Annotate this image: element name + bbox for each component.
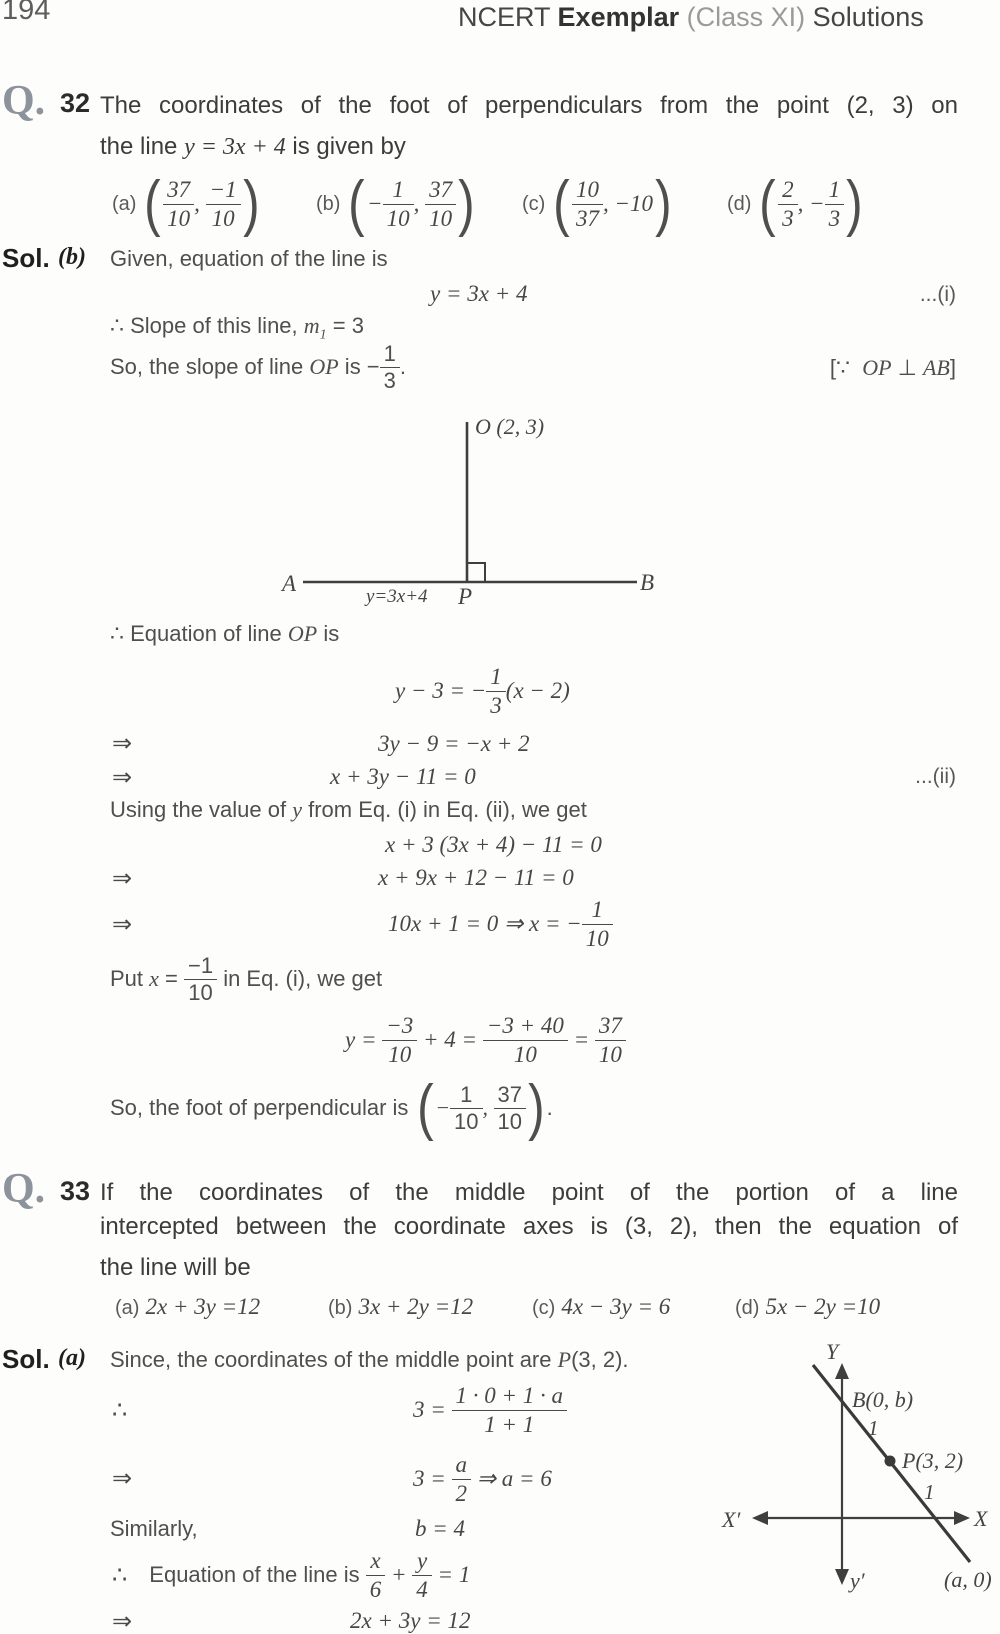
slope-pre: ∴ Slope of this line, bbox=[110, 313, 304, 338]
denominator: 10 bbox=[598, 1041, 622, 1067]
eq-op-intro bbox=[110, 621, 339, 647]
equation-7 bbox=[388, 897, 613, 951]
sol33-marker: Sol. bbox=[2, 1344, 50, 1374]
numerator: 1 bbox=[582, 896, 613, 924]
fraction bbox=[452, 1451, 472, 1506]
eq7-pre: 10x + 1 = 0 ⇒ x = − bbox=[388, 911, 582, 936]
q32-option-b-label: (b) bbox=[316, 192, 341, 215]
numerator: x bbox=[366, 1547, 386, 1575]
equation-ii: x + 3y − 11 = 0 bbox=[330, 764, 476, 789]
eq-op-italic: OP bbox=[287, 621, 318, 646]
because-close: ] bbox=[949, 355, 956, 380]
sol33-equation-2 bbox=[413, 1452, 552, 1506]
denominator: 2 bbox=[455, 1480, 468, 1506]
numerator: 1 bbox=[486, 663, 506, 691]
header-ncert: NCERT bbox=[458, 2, 551, 32]
comma: , bbox=[482, 1095, 494, 1120]
implies-arrow: ⇒ bbox=[112, 1465, 133, 1492]
q32-option-c-label: (c) bbox=[522, 192, 546, 215]
fraction bbox=[412, 1547, 432, 1602]
numerator: −3 + 40 bbox=[483, 1012, 568, 1040]
op-slope-mid: is − bbox=[338, 354, 380, 379]
header-solutions: Solutions bbox=[812, 2, 924, 32]
denominator: 10 bbox=[513, 1041, 537, 1067]
denominator: 6 bbox=[369, 1576, 382, 1602]
using-statement bbox=[110, 797, 587, 823]
fraction bbox=[778, 176, 798, 231]
denominator: 3 bbox=[383, 367, 396, 393]
fraction bbox=[582, 896, 613, 951]
perpendicular-diagram-svg bbox=[270, 390, 680, 612]
fraction bbox=[163, 176, 194, 231]
denominator: 1 + 1 bbox=[484, 1411, 535, 1437]
put-equals: = bbox=[158, 966, 184, 991]
arrow-left-icon bbox=[752, 1511, 768, 1525]
eq-lhs: 3 = bbox=[413, 1397, 452, 1422]
numerator: 1 bbox=[825, 176, 845, 204]
period: . bbox=[399, 354, 407, 379]
fraction bbox=[452, 1382, 568, 1437]
fraction bbox=[572, 176, 603, 231]
numerator: −3 bbox=[382, 1012, 417, 1040]
fraction bbox=[425, 176, 456, 231]
q32-marker: Q. bbox=[2, 78, 46, 124]
equation-ii-tag: ...(ii) bbox=[915, 765, 956, 788]
foot-statement: So, the foot of perpendicular is ( − $\frac{1}{10}$ , $\frac{37}{10}$ ) . bbox=[110, 1073, 553, 1142]
q33-option-c-expr: 4x − 3y = 6 bbox=[561, 1294, 671, 1319]
fraction bbox=[825, 176, 845, 231]
point-P-label: P bbox=[458, 584, 473, 609]
q33-option-b-label: (b) bbox=[328, 1297, 353, 1319]
sol32-letter: (b) bbox=[58, 244, 86, 270]
fraction bbox=[483, 1012, 568, 1067]
q33-text-line1: If the coordinates of the middle point of the portion of a line bbox=[100, 1179, 958, 1206]
sol33-intro-p: P bbox=[557, 1347, 572, 1372]
fraction bbox=[380, 341, 400, 394]
q32-option-d-label: (d) bbox=[727, 192, 752, 215]
op-italic: OP bbox=[309, 354, 339, 379]
implies-arrow: ⇒ bbox=[112, 764, 133, 791]
period: . bbox=[546, 1095, 553, 1120]
denominator: 10 bbox=[167, 205, 191, 231]
numerator: 1 bbox=[450, 1082, 482, 1109]
q32-option-a: (a) ( $\frac{37}{10}$ , $\frac{-1}{10}$ ) bbox=[112, 169, 260, 238]
fraction bbox=[366, 1547, 386, 1602]
q33-text-line3: the line will be bbox=[100, 1254, 251, 1281]
denominator: 10 bbox=[497, 1108, 523, 1134]
arrow-right-icon bbox=[954, 1511, 970, 1525]
denominator: 10 bbox=[188, 979, 213, 1005]
slope-m: m bbox=[303, 313, 320, 338]
similarly-text: Similarly, bbox=[110, 1516, 198, 1541]
eq8-pre: y = bbox=[345, 1027, 383, 1052]
denominator: 10 bbox=[211, 205, 235, 231]
put-post: in Eq. (i), we get bbox=[217, 966, 383, 991]
using-y: y bbox=[292, 797, 302, 822]
eq-lhs: 3 = bbox=[413, 1466, 452, 1491]
q32-option-c: (c) ( $\frac{10}{37}$ , −10 ) bbox=[522, 169, 672, 238]
point-A-label: A bbox=[282, 571, 297, 596]
sol33-intro-post: (3, 2). bbox=[571, 1347, 629, 1372]
eq-op-post: is bbox=[317, 621, 340, 646]
y-prime-label: y′ bbox=[850, 1568, 865, 1593]
fraction bbox=[494, 1082, 526, 1135]
point-a0-label: (a, 0) bbox=[944, 1567, 992, 1592]
because-op: OP bbox=[862, 355, 892, 380]
equation-i: y = 3x + 4 bbox=[430, 281, 528, 306]
numerator: 1 bbox=[380, 341, 400, 368]
line-equation-label: y=3x+4 bbox=[366, 586, 428, 607]
fraction bbox=[486, 663, 506, 718]
b-equals: b = 4 bbox=[415, 1516, 466, 1541]
denominator: 10 bbox=[388, 1041, 412, 1067]
q33-option-b-expr: 3x + 2y =12 bbox=[358, 1294, 474, 1319]
eq2-post: (x − 2) bbox=[505, 678, 570, 703]
denominator: 10 bbox=[454, 1108, 479, 1134]
perpendicular-symbol: ⊥ bbox=[891, 355, 923, 380]
denominator: 10 bbox=[429, 205, 453, 231]
point-B-label: B bbox=[640, 570, 655, 595]
numerator: −1 bbox=[184, 953, 217, 980]
foot-pre: So, the foot of perpendicular is bbox=[110, 1095, 415, 1120]
denominator: 37 bbox=[575, 205, 599, 231]
denominator: 10 bbox=[386, 205, 410, 231]
sol33-letter: (a) bbox=[58, 1345, 86, 1371]
x-prime-label: X′ bbox=[722, 1507, 741, 1532]
y-axis-label: Y bbox=[826, 1339, 839, 1364]
using-post: from Eq. (i) in Eq. (ii), we get bbox=[302, 797, 587, 822]
numerator: 1 bbox=[383, 176, 414, 204]
eq8-mid1: + 4 = bbox=[417, 1027, 483, 1052]
perpendicular-diagram bbox=[270, 390, 680, 612]
equation-8 bbox=[345, 1011, 626, 1069]
q32-line2-pre: the line bbox=[100, 133, 185, 160]
sol33-intro bbox=[110, 1347, 629, 1373]
page-header bbox=[458, 2, 924, 33]
slope-post: = 3 bbox=[326, 313, 364, 338]
q33-option-a bbox=[115, 1294, 260, 1320]
because-ab: AB bbox=[922, 355, 950, 380]
q32-line2-post: is given by bbox=[285, 133, 406, 160]
using-pre: Using the value of bbox=[110, 797, 293, 822]
q33-marker: Q. bbox=[2, 1166, 46, 1212]
op-slope-pre: So, the slope of line bbox=[110, 354, 310, 379]
minus-sign: − bbox=[435, 1095, 451, 1120]
numerator: 10 bbox=[572, 176, 603, 204]
sol32-intro: Given, equation of the line is bbox=[110, 246, 388, 271]
q32-option-b: (b) ( − $\frac{1}{10}$ , $\frac{37}{10}$ ) bbox=[316, 169, 475, 238]
page-number: 194 bbox=[2, 0, 51, 26]
equation-op bbox=[395, 663, 570, 719]
equals-one: = 1 bbox=[431, 1562, 471, 1587]
arrow-up-icon bbox=[835, 1363, 849, 1379]
comma: , bbox=[413, 191, 426, 216]
equation-6: x + 9x + 12 − 11 = 0 bbox=[378, 865, 574, 890]
equation-3: 3y − 9 = −x + 2 bbox=[378, 731, 530, 756]
put-x: x bbox=[149, 966, 159, 991]
q33-option-d-expr: 5x − 2y =10 bbox=[765, 1294, 881, 1319]
sol33-intro-pre: Since, the coordinates of the middle point are bbox=[110, 1347, 558, 1372]
denominator: 10 bbox=[585, 925, 609, 951]
q33-option-a-expr: 2x + 3y =12 bbox=[145, 1294, 261, 1319]
denominator: 4 bbox=[416, 1576, 428, 1602]
implies-arrow: ⇒ bbox=[112, 911, 133, 938]
q33-option-b bbox=[328, 1294, 473, 1320]
header-exemplar: Exemplar bbox=[557, 2, 680, 32]
numerator: 37 bbox=[595, 1012, 626, 1040]
numerator: y bbox=[412, 1547, 432, 1575]
point-B-label: B(0, b) bbox=[852, 1387, 914, 1412]
numerator: 37 bbox=[494, 1082, 526, 1109]
q33-number: 33 bbox=[60, 1176, 91, 1206]
sol33-equation-1 bbox=[413, 1381, 567, 1439]
point-P-label: P(3, 2) bbox=[902, 1448, 964, 1473]
because-open: [∵ bbox=[829, 355, 863, 380]
put-statement bbox=[110, 951, 382, 1007]
fraction bbox=[382, 1012, 417, 1067]
q33-text-line2: intercepted between the coordinate axes is (3, 2), then the equation of bbox=[100, 1213, 958, 1240]
eq-rhs: ⇒ a = 6 bbox=[471, 1466, 552, 1491]
slope-statement bbox=[110, 313, 364, 343]
put-pre: Put bbox=[110, 966, 150, 991]
eq-op-pre: ∴ Equation of line bbox=[110, 621, 288, 646]
q33-option-c bbox=[532, 1294, 670, 1320]
plus-sign: + bbox=[385, 1562, 413, 1587]
fraction bbox=[184, 953, 217, 1006]
header-class: (Class XI) bbox=[686, 2, 806, 32]
fraction bbox=[595, 1012, 626, 1067]
fraction bbox=[206, 176, 241, 231]
implies-arrow: ⇒ bbox=[112, 1608, 133, 1634]
point-O-label: O (2, 3) bbox=[475, 414, 545, 439]
q32-option-a-label: (a) bbox=[112, 192, 137, 215]
denominator: 3 bbox=[490, 692, 502, 718]
comma: , bbox=[194, 191, 206, 216]
numerator: 2 bbox=[778, 176, 798, 204]
implies-arrow: ⇒ bbox=[112, 730, 133, 757]
denominator: 3 bbox=[828, 205, 841, 231]
comma-minus: , − bbox=[797, 191, 825, 216]
numerator: a bbox=[452, 1451, 472, 1479]
sol32-marker: Sol. bbox=[2, 243, 50, 273]
minus-sign: − bbox=[367, 191, 383, 216]
x-axis-label: X bbox=[974, 1506, 988, 1531]
q32-text-line1: The coordinates of the foot of perpendiculars from the point (2, 3) on bbox=[100, 92, 958, 119]
slope-subscript: 1 bbox=[319, 327, 327, 343]
q33-option-c-label: (c) bbox=[532, 1297, 556, 1319]
denominator: 3 bbox=[782, 205, 794, 231]
arrow-down-icon bbox=[835, 1569, 849, 1585]
q32-text-line2 bbox=[100, 133, 406, 161]
fraction bbox=[450, 1082, 482, 1135]
final-equation: 2x + 3y = 12 bbox=[350, 1608, 471, 1633]
op-slope-statement bbox=[110, 340, 406, 394]
right-angle-marker bbox=[467, 563, 485, 582]
q33-option-d-label: (d) bbox=[735, 1297, 760, 1319]
q32-number: 32 bbox=[60, 88, 91, 118]
equation-5: x + 3 (3x + 4) − 11 = 0 bbox=[385, 832, 602, 857]
eq2-pre: y − 3 = − bbox=[395, 678, 487, 703]
line-equation-statement bbox=[112, 1546, 470, 1604]
q32-option-c-rest: , −10 bbox=[602, 191, 654, 216]
q33-option-a-label: (a) bbox=[115, 1297, 140, 1319]
point-P-dot bbox=[885, 1456, 896, 1467]
segment-1-label: 1 bbox=[868, 1416, 879, 1440]
implies-arrow: ⇒ bbox=[112, 865, 133, 892]
numerator: 37 bbox=[425, 176, 456, 204]
intercept-diagram-svg bbox=[700, 1285, 1000, 1610]
eqline-pre: Equation of the line is bbox=[149, 1562, 366, 1587]
intercept-diagram bbox=[700, 1285, 1000, 1610]
therefore-symbol: ∴ bbox=[112, 1397, 128, 1424]
segment-2-label: 1 bbox=[924, 1480, 935, 1504]
numerator: 37 bbox=[163, 176, 194, 204]
q32-option-d: (d) ( $\frac{2}{3}$ , − $\frac{1}{3}$ ) bbox=[727, 169, 863, 238]
numerator: −1 bbox=[206, 176, 241, 204]
equation-i-tag: ...(i) bbox=[919, 283, 956, 306]
therefore-symbol: ∴ bbox=[112, 1561, 128, 1589]
numerator: 1 · 0 + 1 · a bbox=[452, 1382, 568, 1410]
because-note bbox=[830, 355, 956, 381]
eq8-mid2: = bbox=[567, 1027, 595, 1052]
q32-line2-math: y = 3x + 4 bbox=[184, 134, 286, 160]
fraction bbox=[383, 176, 414, 231]
